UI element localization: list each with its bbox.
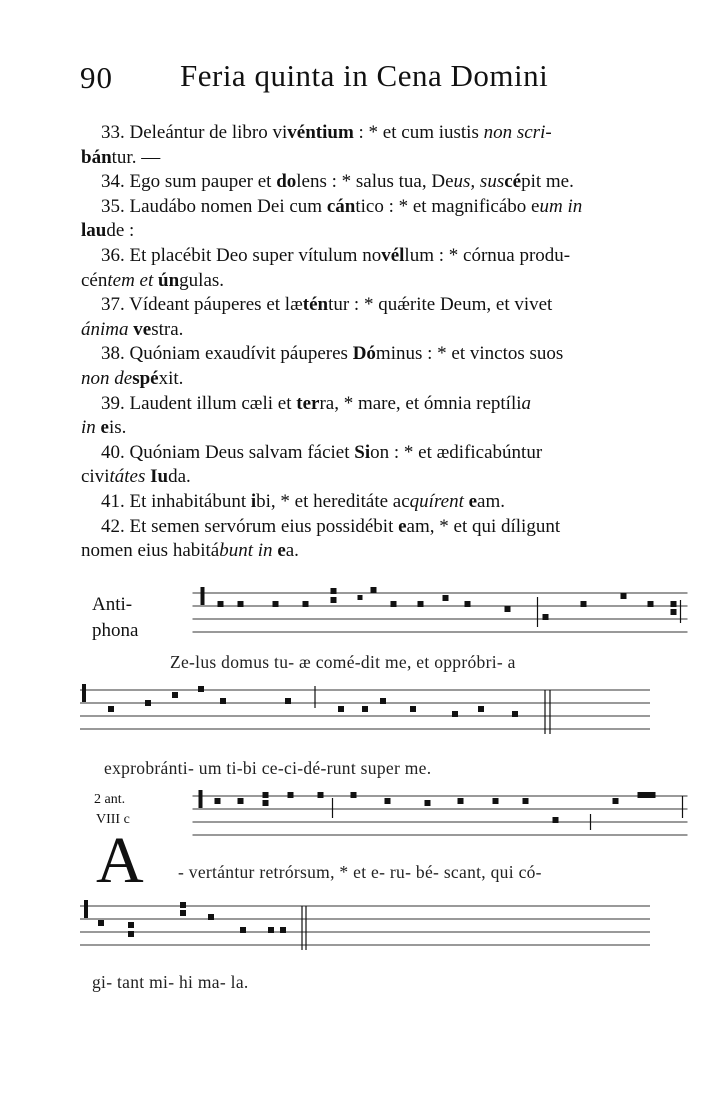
antiphon-label-2: phona <box>92 620 139 641</box>
antiphon-mode-sub: VIII c <box>96 812 130 827</box>
verse-37: 37. Vídeant páuperes et læténtur : * quǽrite Deum, et vivet ánima vestra. <box>81 294 553 340</box>
music-staff-1 <box>155 585 650 645</box>
lyrics-line-1: Ze-lus domus tu- æ comé-dit me, et oppróbri- a <box>170 652 516 672</box>
psalm-verses <box>81 121 649 564</box>
page-title: Feria quinta in Cena Domini <box>180 58 549 93</box>
lyrics-line-4: gi- tant mi- hi ma- la. <box>92 972 249 992</box>
drop-initial: A <box>96 824 144 897</box>
staff-2-svg <box>80 682 650 742</box>
music-staff-3 <box>155 788 650 848</box>
antiphon-label: Anti- <box>92 594 133 615</box>
verse-39: 39. Laudent illum cæli et terra, * mare, et ómnia reptília in eis. <box>81 392 532 439</box>
staff-1-svg <box>155 585 709 645</box>
staff-3-svg <box>155 788 709 848</box>
verse-36: 36. Et placébit Deo super vítulum novéllum : * córnua produ- céntem et úngulas. <box>81 244 571 291</box>
staff-4-svg <box>80 898 650 958</box>
verse-38: 38. Quóniam exaudívit páuperes Dóminus : * et vinctos suos non despéxit. <box>81 343 564 389</box>
verse-42: 42. Et semen servórum eius possidébit eam, * et qui díligunt nomen eius habitábunt in ea. <box>81 515 561 562</box>
music-staff-2 <box>80 682 650 742</box>
antiphon-mode-label: 2 ant. <box>94 792 126 807</box>
page-number: 90 <box>80 60 113 95</box>
verse-34: 34. Ego sum pauper et dolens : * salus tua, Deus, suscépit me. <box>101 171 574 193</box>
verse-35: 35. Laudábo nomen Dei cum cántico : * et magnificábo eum in laude : <box>81 195 583 242</box>
verse-33: 33. Deleántur de libro vivéntium : * et cum iustis non scri- bántur. — <box>81 122 552 168</box>
lyrics-line-3: - vertántur retrórsum, * et e- ru- bé- scant, qui có- <box>178 862 542 882</box>
music-staff-4 <box>80 898 650 958</box>
verse-41: 41. Et inhabitábunt ibi, * et hereditáte acquírent eam. <box>101 490 506 512</box>
verse-40: 40. Quóniam Deus salvam fáciet Sion : * et ædificabúntur civitátes Iuda. <box>81 441 543 488</box>
lyrics-line-2: exprobránti- um ti-bi ce-ci-dé-runt super me. <box>104 758 432 778</box>
